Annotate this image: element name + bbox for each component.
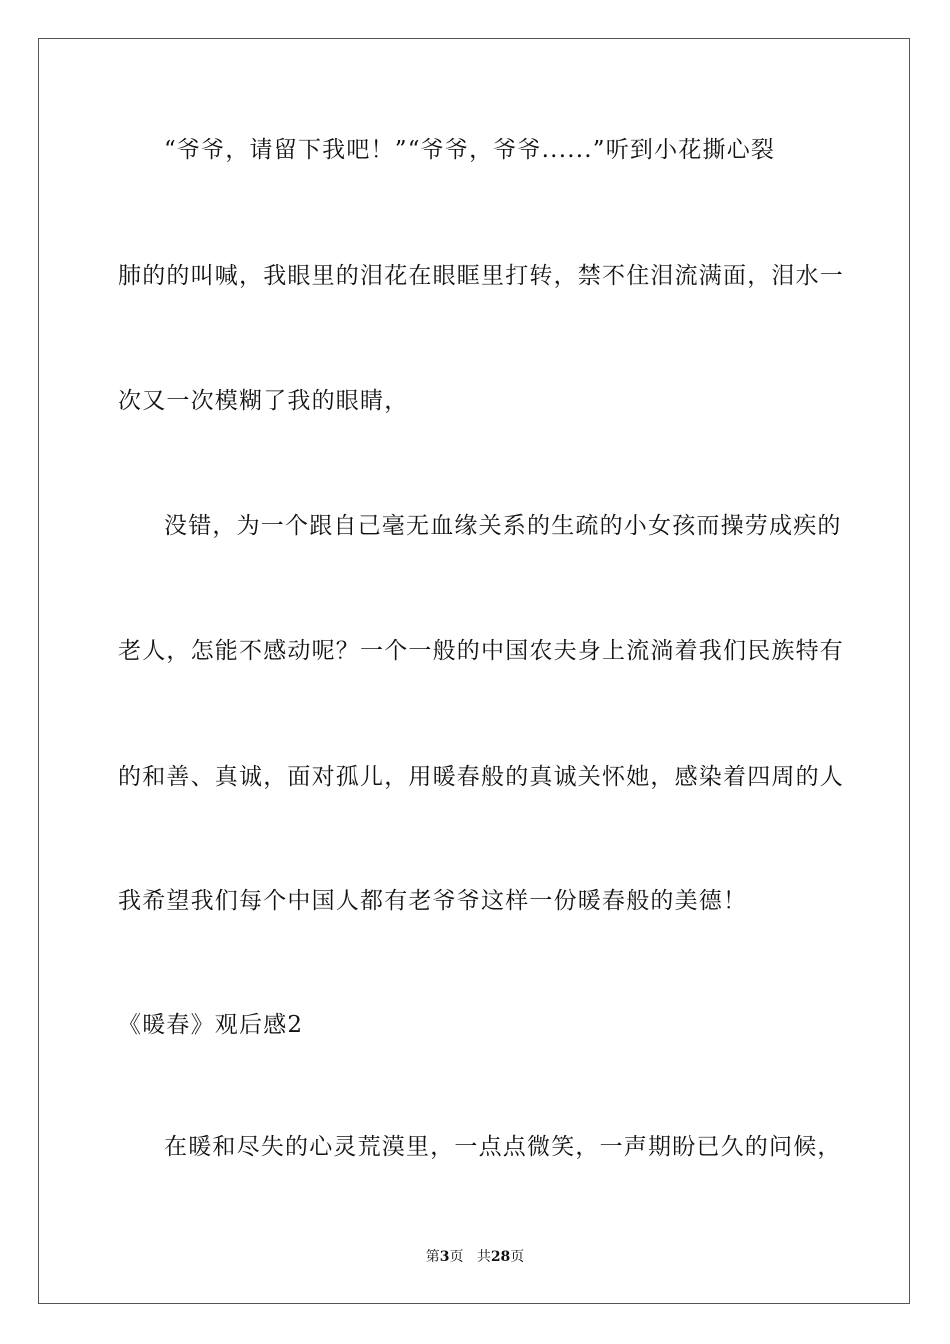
page-border <box>38 38 910 1304</box>
paragraph-line-2: 肺的的叫喊，我眼里的泪花在眼眶里打转，禁不住泪流满面，泪水一 <box>118 263 844 289</box>
footer-page-prefix: 第 <box>425 1249 440 1265</box>
paragraph-line-6: 的和善、真诚，面对孤儿，用暖春般的真诚关怀她，感染着四周的人 <box>118 764 844 790</box>
paragraph-line-4: 没错，为一个跟自己毫无血缘关系的生疏的小女孩而操劳成疾的 <box>164 513 842 539</box>
paragraph-line-8: 在暖和尽失的心灵荒漠里，一点点微笑，一声期盼已久的问候， <box>164 1134 842 1160</box>
section-heading: 《暖春》观后感2 <box>118 1012 304 1038</box>
footer-page-suffix: 页 <box>449 1249 464 1265</box>
paragraph-line-3: 次又一次模糊了我的眼睛， <box>118 388 409 414</box>
page-footer <box>0 1247 950 1267</box>
footer-page-number: 3 <box>439 1249 450 1265</box>
paragraph-line-7: 我希望我们每个中国人都有老爷爷这样一份暖春般的美德！ <box>118 888 748 914</box>
footer-total-prefix: 共 <box>476 1249 491 1265</box>
footer-total-suffix: 页 <box>510 1249 525 1265</box>
paragraph-line-1: “爷爷，请留下我吧！”“爷爷，爷爷......”听到小花撕心裂 <box>164 137 776 163</box>
footer-total-pages: 28 <box>490 1249 511 1265</box>
paragraph-line-5: 老人，怎能不感动呢？一个一般的中国农夫身上流淌着我们民族特有 <box>118 638 844 664</box>
